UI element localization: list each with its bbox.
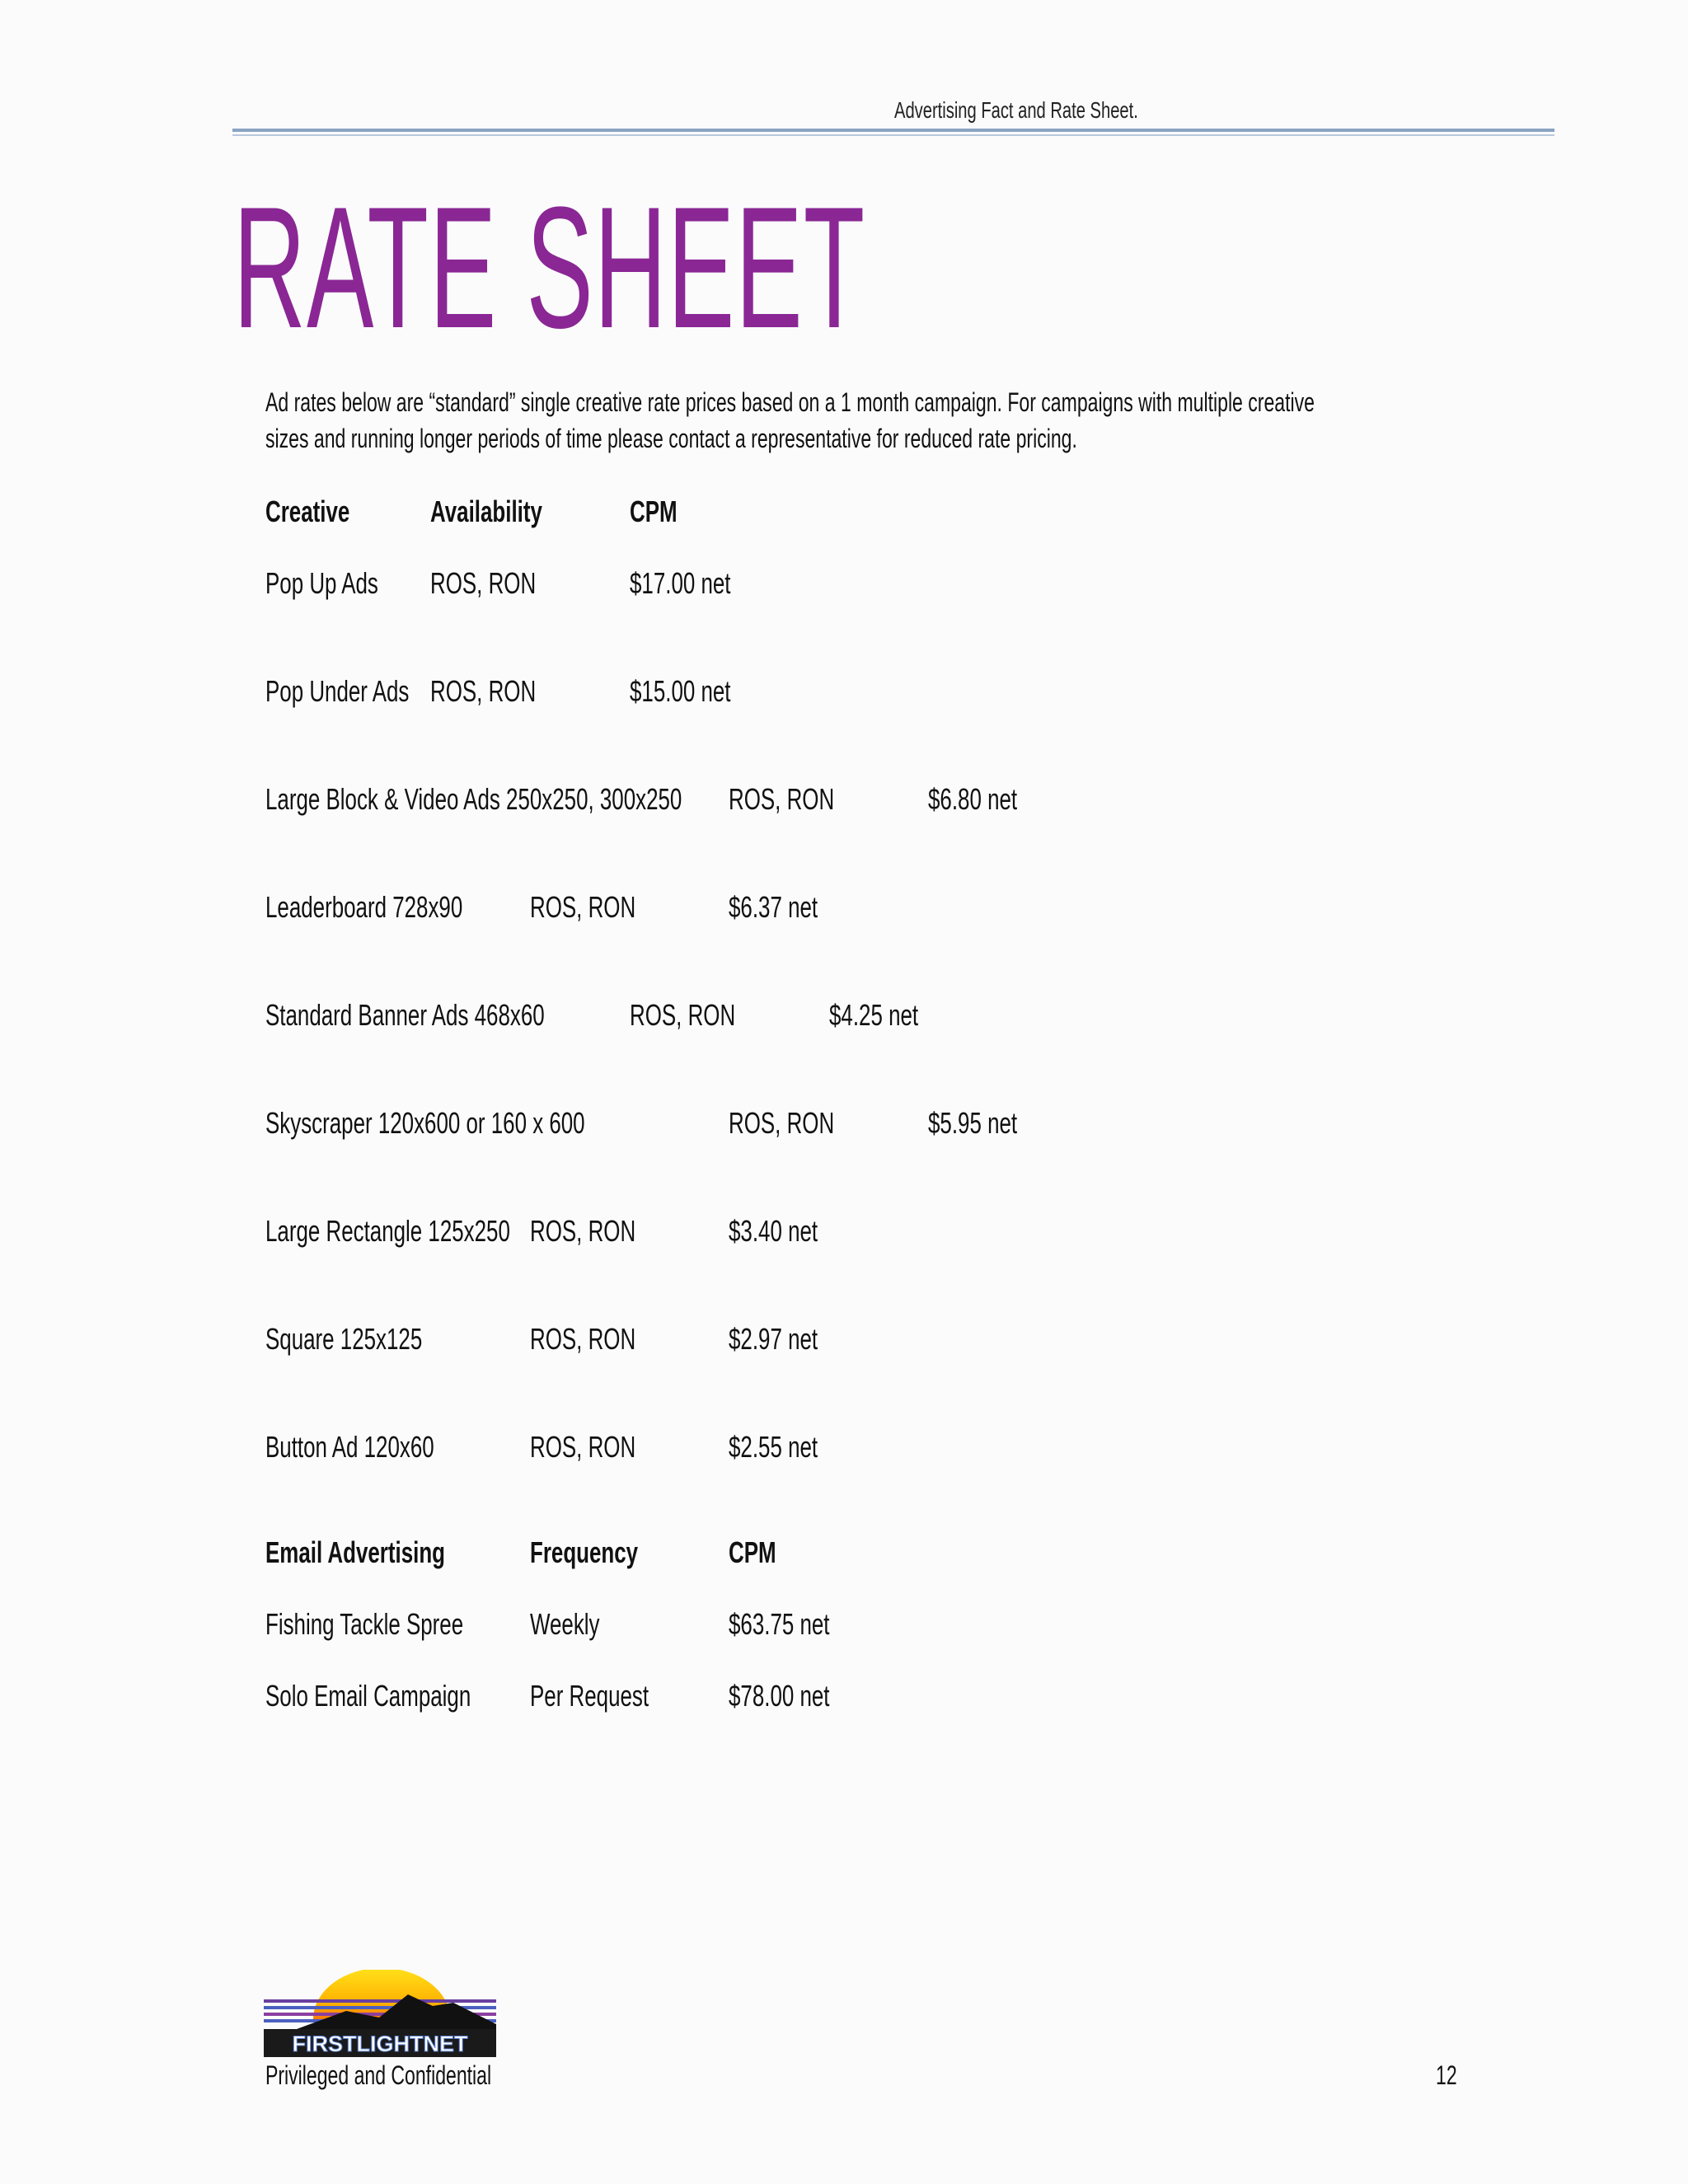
- rate-availability: ROS, RON: [630, 998, 736, 1032]
- rate-creative: Skyscraper 120x600 or 160 x 600: [265, 1106, 585, 1140]
- rate-creative: Button Ad 120x60: [265, 1430, 434, 1464]
- page-title: RATE SHEET: [233, 171, 866, 364]
- rate-cpm: $2.97 net: [729, 1322, 818, 1356]
- header-rule-thin: [232, 134, 1554, 136]
- email-name: Solo Email Campaign: [265, 1679, 471, 1713]
- header-rule: [232, 129, 1554, 132]
- rate-availability: ROS, RON: [530, 1322, 636, 1356]
- page-number: 12: [1436, 2060, 1457, 2090]
- header-title: Advertising Fact and Rate Sheet.: [894, 97, 1138, 123]
- rate-creative: Leaderboard 728x90: [265, 890, 463, 924]
- rate-availability: ROS, RON: [430, 566, 537, 600]
- header-creative: Creative: [265, 494, 350, 528]
- rate-availability: ROS, RON: [430, 674, 537, 708]
- header-email-advertising: Email Advertising: [265, 1535, 445, 1569]
- rate-availability: ROS, RON: [530, 1214, 636, 1248]
- rate-creative: Pop Up Ads: [265, 566, 378, 600]
- firstlightnet-logo: [264, 1970, 496, 2060]
- header-frequency: Frequency: [530, 1535, 639, 1569]
- email-name: Fishing Tackle Spree: [265, 1607, 464, 1641]
- rate-cpm: $6.80 net: [928, 782, 1018, 816]
- rate-creative: Large Block & Video Ads 250x250, 300x250: [265, 782, 682, 816]
- header-email-cpm: CPM: [729, 1535, 776, 1569]
- rate-cpm: $2.55 net: [729, 1430, 818, 1464]
- header-cpm: CPM: [630, 494, 678, 528]
- rate-cpm: $5.95 net: [928, 1106, 1018, 1140]
- rate-creative: Large Rectangle 125x250: [265, 1214, 510, 1248]
- footer-confidential: Privileged and Confidential: [265, 2060, 492, 2090]
- rate-creative: Pop Under Ads: [265, 674, 410, 708]
- rate-availability: ROS, RON: [530, 1430, 636, 1464]
- email-cpm: $63.75 net: [729, 1607, 830, 1641]
- rate-availability: ROS, RON: [729, 1106, 835, 1140]
- email-frequency: Per Request: [530, 1679, 649, 1713]
- rate-availability: ROS, RON: [729, 782, 835, 816]
- rate-cpm: $17.00 net: [630, 566, 731, 600]
- rate-cpm: $6.37 net: [729, 890, 818, 924]
- rate-creative: Standard Banner Ads 468x60: [265, 998, 545, 1032]
- svg-text:FIRSTLIGHTNET: FIRSTLIGHTNET: [292, 2032, 468, 2056]
- header-availability: Availability: [430, 494, 542, 528]
- rate-creative: Square 125x125: [265, 1322, 423, 1356]
- rate-cpm: $15.00 net: [630, 674, 731, 708]
- intro-line-2: sizes and running longer periods of time please contact a representative for reduced rate pricing.: [265, 424, 1077, 453]
- email-cpm: $78.00 net: [729, 1679, 830, 1713]
- rate-availability: ROS, RON: [530, 890, 636, 924]
- rate-cpm: $4.25 net: [829, 998, 919, 1032]
- rate-cpm: $3.40 net: [729, 1214, 818, 1248]
- intro-line-1: Ad rates below are “standard” single creative rate prices based on a 1 month campaign. For campaigns with multiple creative: [265, 387, 1315, 417]
- email-frequency: Weekly: [530, 1607, 600, 1641]
